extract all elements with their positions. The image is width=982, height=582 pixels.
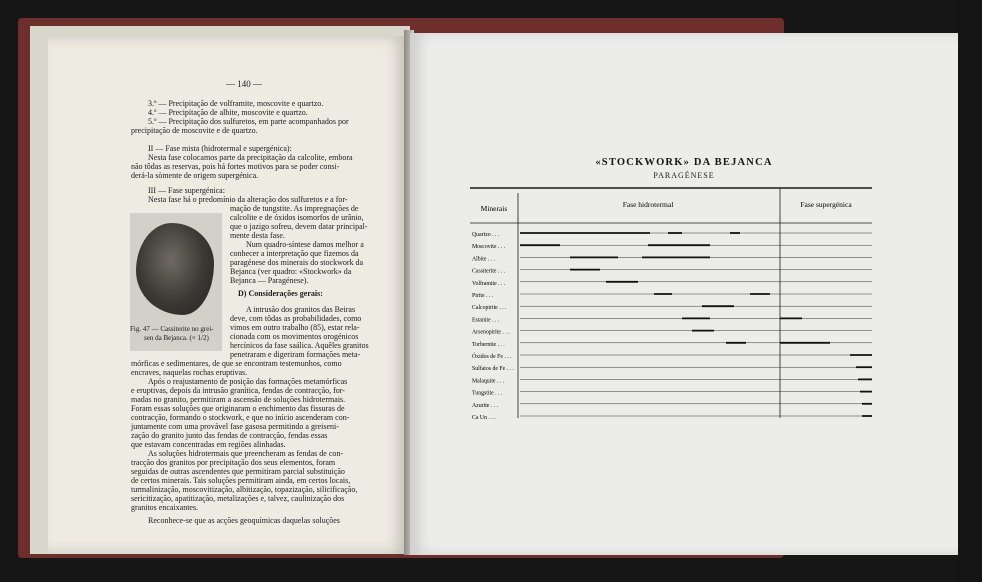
mineral-label: Malaquite . . . xyxy=(472,378,505,385)
text-line: deve, com tôdas as probabilidades, como xyxy=(230,314,362,323)
text-line: precipitação de moscovite e de quartzo. xyxy=(131,126,258,135)
text-line: penetraram e digeriram formações meta- xyxy=(230,350,361,359)
text-line: II — Fase mista (hidrotermal e supergénica): xyxy=(148,144,292,153)
table-subtitle: PARAGÉNESE xyxy=(653,171,715,180)
text-line: 5.º — Precipitação dos sulfuretos, em parte acompanhados por xyxy=(148,117,349,126)
text-line: zação do granito junto das fendas de contracção, fendas essas xyxy=(131,431,328,440)
text-line: mação de tungstite. As impregnações de xyxy=(230,204,359,213)
mineral-label: Albite . . . xyxy=(472,256,496,263)
mineral-label: Quartzo . . . xyxy=(472,232,500,238)
text-line: madas no granito, permitiram a ascensão de soluções hidrotermais. xyxy=(131,395,346,404)
text-line: 4.º — Precipitação de albite, moscovite e quartzo. xyxy=(148,108,308,117)
mineral-rows xyxy=(472,232,872,421)
right-page xyxy=(410,33,958,555)
table-title: «STOCKWORK» DA BEJANCA xyxy=(595,157,773,168)
col-header-hydrothermal: Fase hidrotermal xyxy=(622,200,674,209)
text-line: contracção, formando o stockwork, e que no início ascenderam con- xyxy=(131,413,350,422)
col-header-supergenic: Fase supergénica xyxy=(800,200,852,209)
text-line: mente desta fase. xyxy=(230,231,285,240)
col-header-minerals: Minerais xyxy=(480,204,508,213)
mineral-label: Volframite . . . xyxy=(472,280,506,287)
mineral-label: Óxidos de Fe . . . xyxy=(472,354,512,360)
text-line: Após o reajustamento de posição das formações metamórficas xyxy=(148,377,348,386)
mineral-label: Tungstite . . . xyxy=(472,390,503,397)
text-line: 3.º — Precipitação de volframite, moscovite e quartzo. xyxy=(148,99,324,108)
text-line: tracção dos granitos por precipitação dos seus elementos, foram xyxy=(131,458,336,467)
text-line: sericitização, apatitização, metalizações e, talvez, caulinização dos xyxy=(131,494,345,503)
text-line: Bejanca (ver quadro: «Stockwork» da xyxy=(230,267,352,276)
text-line: conhecer a interpretação que fizemos da xyxy=(230,249,359,258)
mineral-label: Ca Un . . . xyxy=(472,415,496,421)
mineral-label: Pirite . . . xyxy=(472,293,494,299)
text-line: mórficas e sedimentares, de que se encontram testemunhos, como xyxy=(131,359,342,368)
mineral-label: Arsenopirite . . . xyxy=(472,329,510,336)
text-line: de certos minerais. Tais soluções permitiram ainda, em certos locais, xyxy=(131,476,351,485)
mineral-label: Sulfatos de Fe . . . xyxy=(472,366,514,373)
figure-caption-2: sen da Bejanca. (× 1/2) xyxy=(144,334,209,342)
text-line: hercínicos da fase saálica. Aquêles granitos xyxy=(230,341,369,350)
section-heading: D) Considerações gerais: xyxy=(238,289,323,298)
figure-caption: Fig. 47 — Cassiterite no grei- xyxy=(130,325,214,333)
text-line: e eruptivas, depois da intrusão granítica, fendas de contracção, for- xyxy=(131,386,345,395)
text-line: Nesta fase há o predomínio da alteração dos sulfuretos e a for- xyxy=(148,195,348,204)
text-line: Foram essas soluções que originaram o enchimento das fissuras de xyxy=(131,404,345,413)
cassiterite-photo xyxy=(130,213,222,351)
text-line: A intrusão dos granitos das Beiras xyxy=(246,305,356,314)
mineral-label: Torbernite . . . xyxy=(472,341,505,348)
page-number: — 140 — xyxy=(226,79,262,89)
text-line: juntamente com uma provável fase gasosa permitindo a greiseni- xyxy=(131,422,339,431)
rock-image xyxy=(136,223,214,315)
left-page xyxy=(48,36,408,554)
text-line: que estavam concentradas em regiões alinhadas. xyxy=(131,440,286,449)
mineral-label: Calcopirite . . . xyxy=(472,305,507,312)
text-line: vimos em outro trabalho (85), estar rela- xyxy=(230,323,360,332)
mineral-label: Estanite . . . xyxy=(472,317,500,324)
text-line: não tôdas as reservas, pois há fortes motivos para se poder consi- xyxy=(131,162,340,171)
text-line: Bejanca — Paragénese). xyxy=(230,276,309,285)
text-line: Reconhece-se que as acções geoquímicas daquelas soluções xyxy=(148,516,340,525)
text-line: As soluções hidrotermais que preencheram as fendas de con- xyxy=(148,449,344,458)
text-line: cionada com os movimentos orogénicos xyxy=(230,332,359,341)
text-line: derá-la sòmente de origem supergénica. xyxy=(131,171,259,180)
text-line: seguidas de outras ascendentes que permitiram parcial substituição xyxy=(131,467,345,476)
mineral-label: Moscovite . . . xyxy=(472,244,506,251)
text-line: calcolite e de óxidos isomorfos de urânio, xyxy=(230,213,364,222)
text-line: Nesta fase colocamos parte da precipitação da calcolite, embora xyxy=(148,153,353,162)
text-line: encraves, naquelas rochas eruptivas. xyxy=(131,368,248,377)
text-line: Num quadro-síntese damos melhor a xyxy=(246,240,364,249)
text-line: turmalinização, moscovitização, albitização, topazização, silicificação, xyxy=(131,485,358,494)
table-frame xyxy=(470,188,872,418)
paragenesis-table xyxy=(410,33,958,555)
scanner-edge xyxy=(958,0,982,582)
mineral-label: Azurite . . . xyxy=(472,402,499,409)
text-line: III — Fase supergénica: xyxy=(148,186,225,195)
text-line: paragénese dos minerais do stockwork da xyxy=(230,258,364,267)
text-line: granitos encaixantes. xyxy=(131,503,199,512)
text-line: que o jazigo sofreu, devem datar principal- xyxy=(230,222,368,231)
mineral-label: Cassiterite . . . xyxy=(472,268,506,275)
